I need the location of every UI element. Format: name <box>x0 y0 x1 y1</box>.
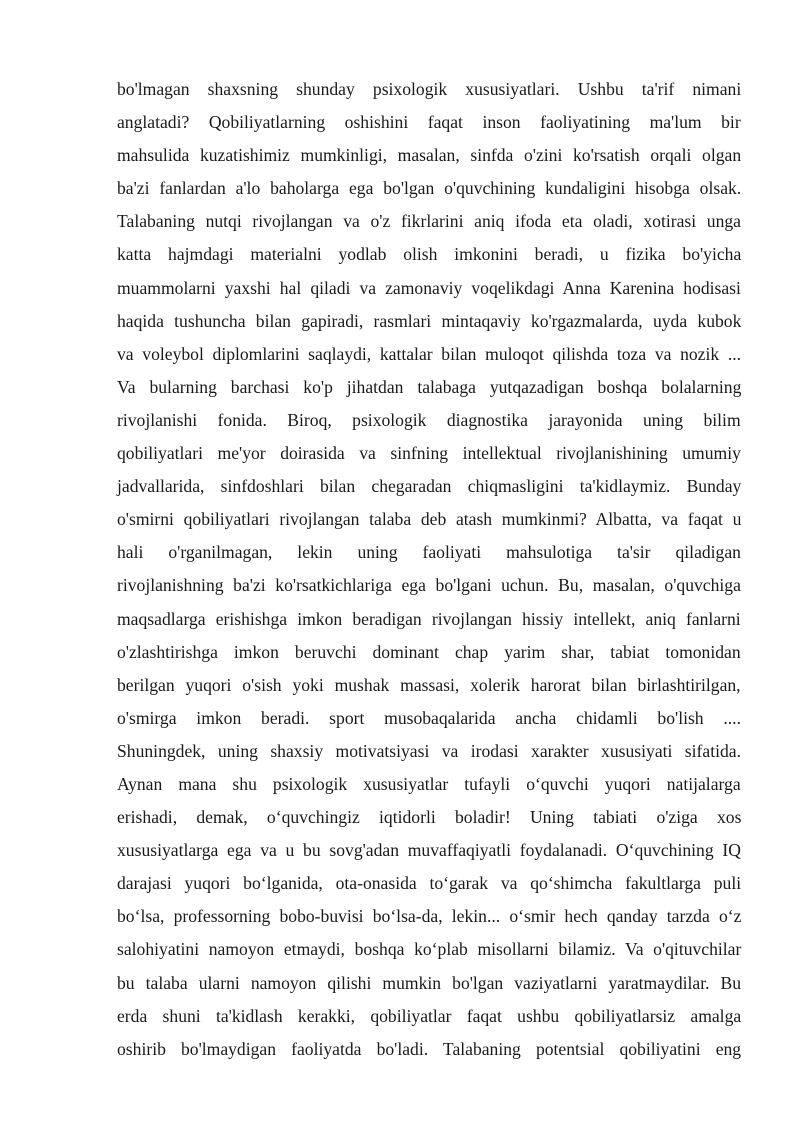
text-line: mahsulida kuzatishimiz mumkinligi, masalan, sinfda o'zini ko'rsatish orqali olgan <box>117 145 742 166</box>
text-line: bu talaba ularni namoyon qilishi mumkin bo'lgan vaziyatlarni yaratmaydilar. Bu <box>117 972 742 993</box>
text-line: o'smirni qobiliyatlari rivojlangan talaba deb atash mumkinmi? Albatta, va faqat u <box>117 509 742 530</box>
text-line: va voleybol diplomlarini saqlaydi, kattalar bilan muloqot qilishda toza va nozik ... <box>117 343 742 364</box>
text-line: ba'zi fanlardan a'lo baholarga ega bo'lgan o'quvchining kundaligini hisobga olsak. <box>117 178 742 199</box>
text-line: rivojlanishning ba'zi ko'rsatkichlariga ega bo'lgani uchun. Bu, masalan, o'quvchiga <box>117 575 741 596</box>
text-line: erishadi, demak, o‘quvchingiz iqtidorli boladir! Uning tabiati o'ziga xos <box>117 807 742 828</box>
text-line: rivojlanishi fonida. Biroq, psixologik diagnostika jarayonida uning bilim <box>117 409 741 430</box>
text-line: haqida tushuncha bilan gapiradi, rasmlari mintaqaviy ko'rgazmalarda, uyda kubok <box>117 310 742 331</box>
text-line: bo'lmagan shaxsning shunday psixologik xususiyatlari. Ushbu ta'rif nimani <box>117 79 742 99</box>
text-line: hali o'rganilmagan, lekin uning faoliyati mahsulotiga ta'sir qiladigan <box>117 542 741 563</box>
text-line: anglatadi? Qobiliyatlarning oshishini faqat inson faoliyatining ma'lum bir <box>117 112 741 133</box>
text-line: o'smirga imkon beradi. sport musobaqalarida ancha chidamli bo'lish .... <box>117 707 741 728</box>
text-line: oshirib bo'lmaydigan faoliyatda bo'ladi. Talabaning potentsial qobiliyatini eng <box>117 1038 742 1059</box>
text-line: muammolarni yaxshi hal qiladi va zamonaviy voqelikdagi Anna Karenina hodisasi <box>117 277 741 298</box>
text-line: Va bularning barchasi ko'p jihatdan talabaga yutqazadigan boshqa bolalarning <box>117 376 742 397</box>
text-line: o'zlashtirishga imkon beruvchi dominant chap yarim shar, tabiat tomonidan <box>117 641 741 662</box>
text-line: Talabaning nutqi rivojlangan va o'z fikrlarini aniq ifoda eta oladi, xotirasi unga <box>117 211 741 232</box>
text-line: erda shuni ta'kidlash kerakki, qobiliyatlar faqat ushbu qobiliyatlarsiz amalga <box>117 1005 742 1026</box>
text-line: maqsadlarga erishishga imkon beradigan rivojlangan hissiy intellekt, aniq fanlarni <box>117 608 741 629</box>
text-line: salohiyatini namoyon etmaydi, boshqa ko‘plab misollarni bilamiz. Va o'qituvchilar <box>117 939 742 960</box>
body-paragraph <box>117 73 741 1066</box>
text-line: qobiliyatlari me'yor doirasida va sinfning intellektual rivojlanishining umumiy <box>117 443 741 464</box>
text-line: katta hajmdagi materialni yodlab olish imkonini beradi, u fizika bo'yicha <box>117 244 742 265</box>
text-line: berilgan yuqori o'sish yoki mushak massasi, xolerik harorat bilan birlashtirilgan, <box>117 674 741 695</box>
text-line: Shuningdek, uning shaxsiy motivatsiyasi va irodasi xarakter xususiyati sifatida. <box>117 740 741 761</box>
text-line: bo‘lsa, professorning bobo-buvisi bo‘lsa-da, lekin... o‘smir hech qanday tarzda o‘z <box>117 906 742 927</box>
text-line: xususiyatlarga ega va u bu sovg'adan muvaffaqiyatli foydalanadi. O‘quvchining IQ <box>117 840 741 861</box>
text-line: jadvallarida, sinfdoshlari bilan chegaradan chiqmasligini ta'kidlaymiz. Bunday <box>117 476 742 497</box>
text-line: Aynan mana shu psixologik xususiyatlar tufayli o‘quvchi yuqori natijalarga <box>117 773 741 794</box>
text-line: darajasi yuqori bo‘lganida, ota-onasida to‘garak va qo‘shimcha fakultlarga puli <box>117 873 742 894</box>
